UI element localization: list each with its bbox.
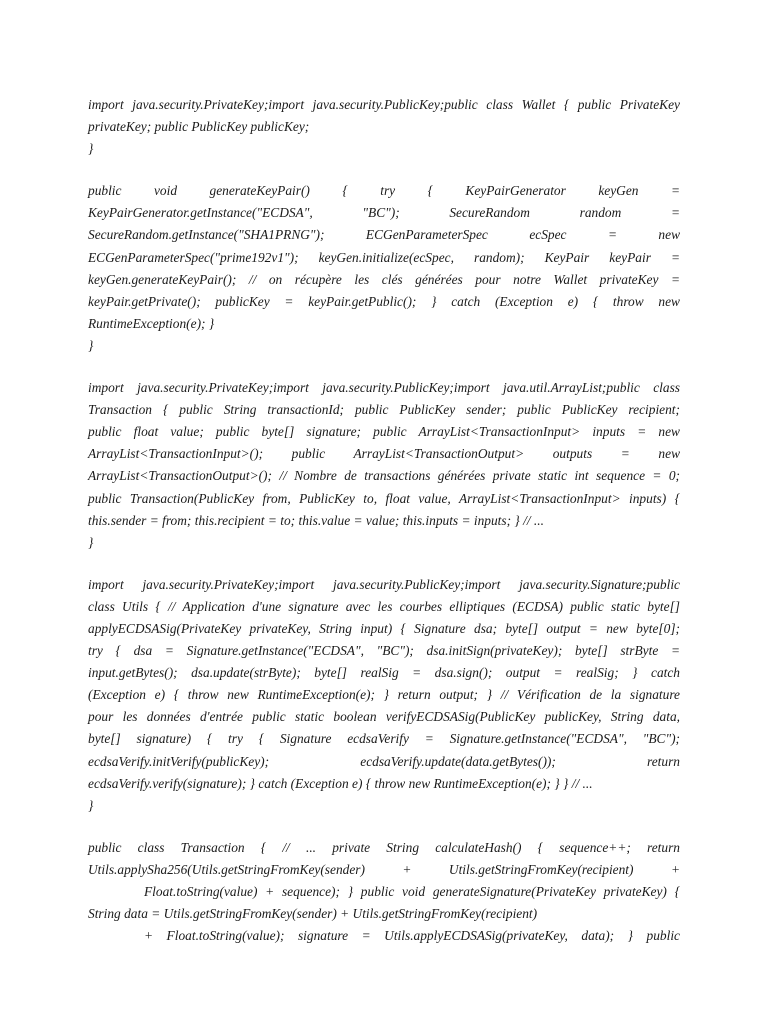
text-line: public class Transaction { // ... private String calculateHash() { sequence++; return [88,839,680,855]
text-line: keyGen.generateKeyPair(); // on récupère les clés générées pour notre Wallet privateKey = [88,271,680,287]
text-line: ECGenParameterSpec("prime192v1"); keyGen.initialize(ecSpec, random); KeyPair keyPair = [88,249,680,265]
document-page [88,94,680,967]
text-line: import java.security.PrivateKey;import java.security.PublicKey;import java.util.ArrayList;public class [88,380,680,396]
text-line: class Utils { // Application d'une signature avec les courbes elliptiques (ECDSA) public static byte[] [88,598,680,614]
text-line: RuntimeException(e); } [88,315,215,331]
text-line: privateKey; public PublicKey publicKey; [88,119,310,135]
code-paragraph-wallet-fields [88,94,680,160]
text-line: ArrayList<TransactionInput>(); public ArrayList<TransactionOutput> outputs = new [88,446,680,462]
text-line: import java.security.PrivateKey;import java.security.PublicKey;import java.security.Signature;public [88,576,680,592]
text-line: ecdsaVerify.verify(signature); } catch (Exception e) { throw new RuntimeException(e); } } // ... [88,775,593,791]
code-paragraph-transaction-hash [88,837,680,947]
text-line: SecureRandom.getInstance("SHA1PRNG"); ECGenParameterSpec ecSpec = new [88,227,680,243]
text-line: } [88,337,94,353]
text-line: KeyPairGenerator.getInstance("ECDSA", "BC"); SecureRandom random = [88,205,680,221]
text-line: ArrayList<TransactionOutput>(); // Nombre de transactions générées private static int sequence = 0; [88,468,680,484]
text-line: input.getBytes(); dsa.update(strByte); byte[] realSig = dsa.sign(); output = realSig; } catch [88,665,680,681]
text-line: public Transaction(PublicKey from, PublicKey to, float value, ArrayList<TransactionInput> inputs) { [88,490,680,506]
text-line: Float.toString(value) + sequence); } public void generateSignature(PrivateKey privateKey) { [144,884,680,899]
code-paragraph-utils-class [88,574,680,817]
text-line: byte[] signature) { try { Signature ecdsaVerify = Signature.getInstance("ECDSA", "BC"); [88,731,680,747]
text-line: this.sender = from; this.recipient = to; this.value = value; this.inputs = inputs; } // ... [88,512,544,528]
text-line: Utils.applySha256(Utils.getStringFromKey(sender) + Utils.getStringFromKey(recipient) + [88,861,680,877]
text-line: } [88,797,94,813]
code-paragraph-generate-keypair [88,180,680,357]
text-line: + Float.toString(value); signature = Utils.applyECDSASig(privateKey, data); } public [144,928,680,944]
text-line: pour les données d'entrée public static boolean verifyECDSASig(PublicKey publicKey, String data, [88,709,680,725]
text-line: try { dsa = Signature.getInstance("ECDSA", "BC"); dsa.initSign(privateKey); byte[] strByte = [88,643,680,659]
text-line: public void generateKeyPair() { try { KeyPairGenerator keyGen = [88,183,680,199]
text-line: keyPair.getPrivate(); publicKey = keyPair.getPublic(); } catch (Exception e) { throw new [88,293,680,309]
text-line: public float value; public byte[] signature; public ArrayList<TransactionInput> inputs = new [88,424,680,440]
text-line: import java.security.PrivateKey;import java.security.PublicKey;public class Wallet { public PrivateKey [88,97,680,112]
text-line: } [88,534,94,550]
code-paragraph-transaction-class [88,377,680,554]
text-line: Transaction { public String transactionId; public PublicKey sender; public PublicKey recipient; [88,402,680,418]
text-line: } [88,141,94,157]
text-line: applyECDSASig(PrivateKey privateKey, String input) { Signature dsa; byte[] output = new byte[0]; [88,620,680,636]
text-line: (Exception e) { throw new RuntimeException(e); } return output; } // Vérification de la signature [88,687,680,703]
text-line: ecdsaVerify.initVerify(publicKey); ecdsaVerify.update(data.getBytes()); return [88,753,680,769]
text-line: String data = Utils.getStringFromKey(sender) + Utils.getStringFromKey(recipient) [88,906,538,922]
